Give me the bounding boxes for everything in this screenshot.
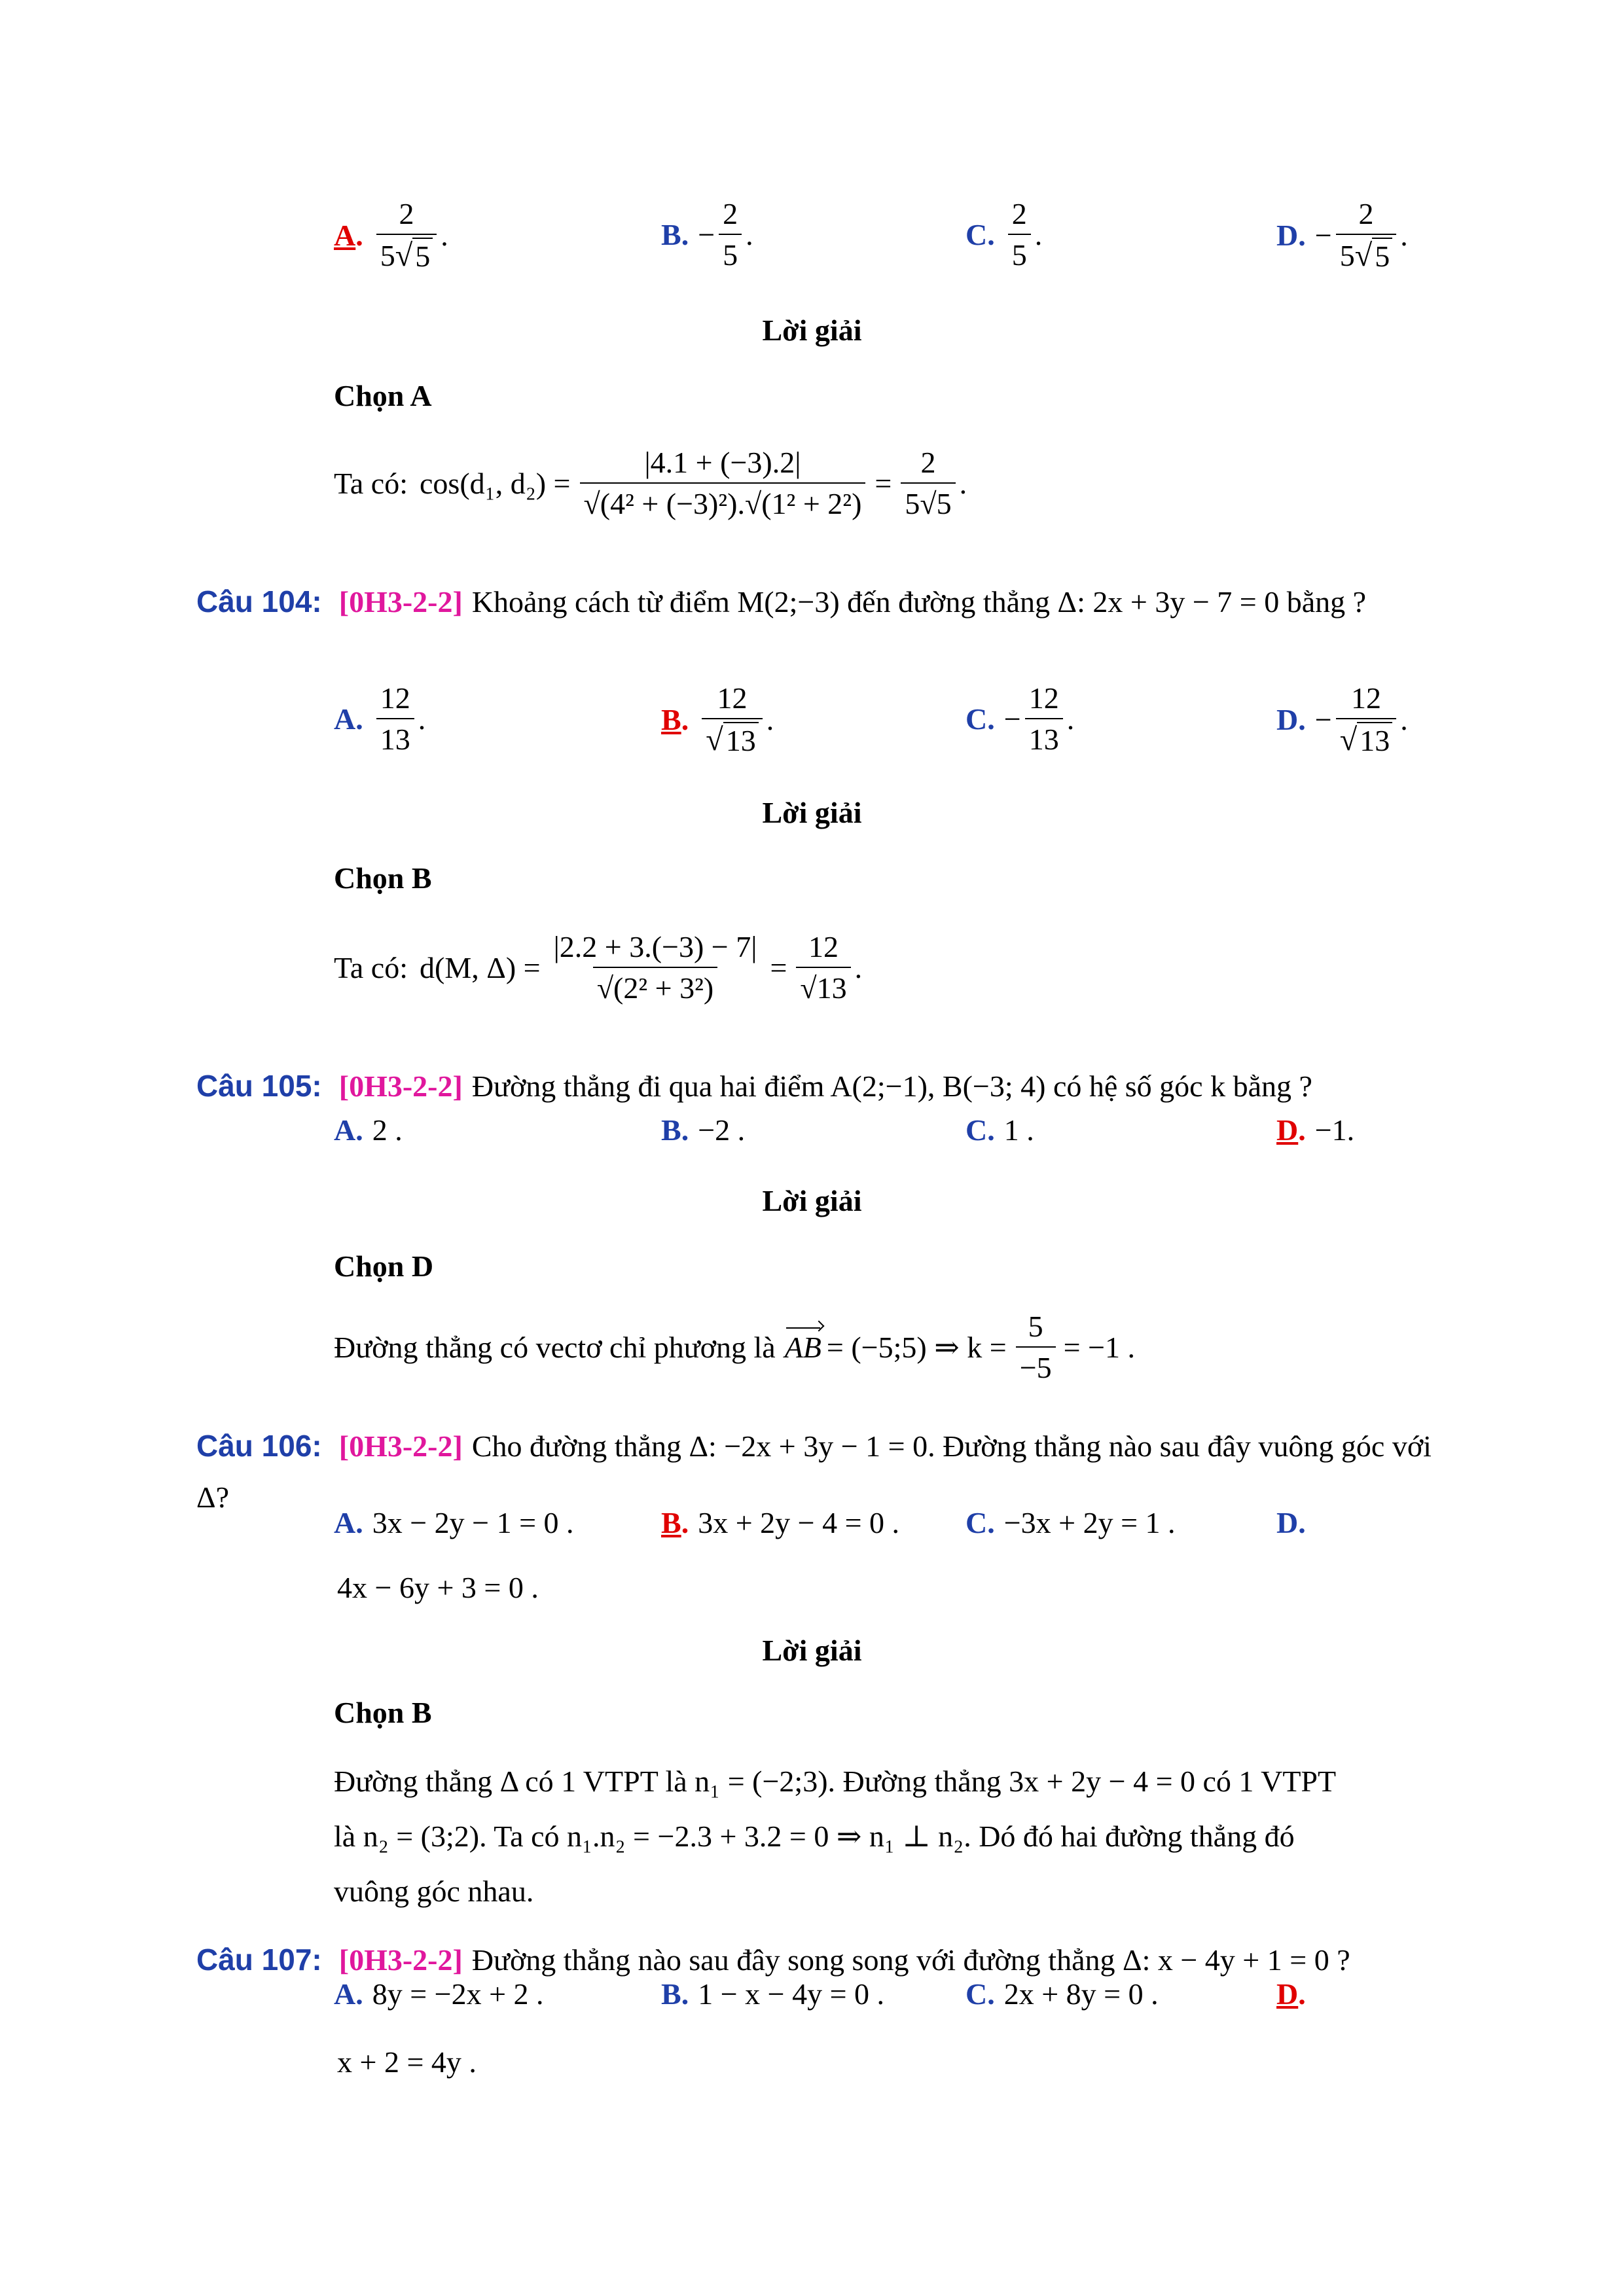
- q106-solution: [334, 1754, 1434, 1919]
- q103-chon: Chọn A: [334, 379, 432, 412]
- q103-option-a[interactable]: A . 2 5 √ 5 .: [334, 197, 448, 273]
- q105-options: [0, 1113, 1624, 1185]
- q105-option-c[interactable]: C . 1 .: [965, 1113, 1034, 1147]
- fraction: 2 5 √ 5: [1336, 196, 1397, 274]
- fraction: $\frac{2}{5}$: [1008, 196, 1031, 272]
- q107-question: Câu 107: [0H3-2-2] Đường thẳng nào sau đây song song với đường thẳng Δ: x − 4y + 1 = 0 ?: [196, 1943, 1350, 1977]
- solution-line-2: là n₂ = (3;2). Ta có n₁.n₂ = −2.3 + 3.2 = 0 ⇒ n₁ ⊥ n₂. Dó đó hai đường thẳng đó: [334, 1820, 1295, 1853]
- option-label: A: [334, 218, 356, 252]
- q107-option-c[interactable]: C . 2x + 8y = 0 .: [965, 1977, 1159, 2011]
- q105-option-b[interactable]: B . −2 .: [661, 1113, 746, 1147]
- q107-option-a[interactable]: A . 8y = −2x + 2 .: [334, 1977, 544, 2011]
- q105-option-a[interactable]: A . 2 .: [334, 1113, 403, 1147]
- q105-chon: Chọn D: [334, 1249, 434, 1283]
- q104-chon: Chọn B: [334, 861, 432, 895]
- q105-solution: Đường thẳng có vectơ chỉ phương là AB = (−5;5) ⇒ k = $\frac{5}{-5}$ = −1 .: [334, 1310, 1136, 1384]
- q103-option-d[interactable]: D . − 2 5 √ 5 .: [1276, 197, 1408, 273]
- q103-options: [0, 196, 1624, 273]
- solution-line-3: vuông góc nhau.: [334, 1874, 534, 1908]
- q106-loi-giai: Lời giải: [762, 1634, 862, 1667]
- q105-option-d[interactable]: D . −1.: [1276, 1113, 1355, 1147]
- q106-question: Câu 106: [0H3-2-2] Cho đường thẳng Δ: −2x + 3y − 1 = 0. Đường thẳng nào sau đây vuông góc với Δ?: [196, 1429, 1432, 1514]
- q106-option-d-label[interactable]: D .: [1276, 1506, 1306, 1539]
- q104-loi-giai: Lời giải: [762, 796, 862, 829]
- q107-option-d-label[interactable]: D .: [1276, 1977, 1306, 2011]
- solution-line-1: Đường thẳng Δ có 1 VTPT là n₁ = (−2;3). Đường thẳng 3x + 2y − 4 = 0 có 1 VTPT: [334, 1765, 1337, 1798]
- q106-option-b[interactable]: B . 3x + 2y − 4 = 0 .: [661, 1506, 900, 1539]
- q104-question: Câu 104: [0H3-2-2] Khoảng cách từ điểm M(2;−3) đến đường thẳng Δ: 2x + 3y − 7 = 0 bằng ?: [196, 584, 1367, 619]
- q104-option-d[interactable]: D . − 12 √ 13 .: [1276, 681, 1408, 757]
- fraction: 2 5 √ 5: [376, 196, 437, 274]
- q107-option-b[interactable]: B . 1 − x − 4y = 0 .: [661, 1977, 885, 2011]
- q103-solution: Ta có: cos(d₁, d₂) = $\frac{|4.1 + (-3).2|}{\text{√(4² + (−3)²).√(1² + 2²)}}$ = $\frac{2}{5√5}$ .: [334, 446, 967, 520]
- vector-ab: AB: [784, 1330, 821, 1364]
- solution-fraction: $\frac{|4.1 + (-3).2|}{\text{√(4² + (−3)²).√(1² + 2²)}}$: [580, 445, 866, 521]
- q106-option-c[interactable]: C . −3x + 2y = 1 .: [965, 1506, 1176, 1539]
- q104-option-c[interactable]: C . − $\frac{12}{13}$ .: [965, 681, 1075, 756]
- q104-solution: Ta có: d(M, Δ) = $\frac{|2.2 + 3.(-3) - 7|}{\text{√(2² + 3²)}}$ = $\frac{12}{√13}$ .: [334, 930, 863, 1005]
- q105-question: Câu 105: [0H3-2-2] Đường thẳng đi qua hai điểm A(2;−1), B(−3; 4) có hệ số góc k bằng ?: [196, 1069, 1312, 1103]
- q106-option-a[interactable]: A . 3x − 2y − 1 = 0 .: [334, 1506, 574, 1539]
- q107-options: [0, 1977, 1624, 2049]
- q107-option-d-value[interactable]: x + 2 = 4y .: [337, 2045, 477, 2079]
- result-fraction: $\frac{2}{5√5}$: [901, 445, 955, 521]
- q103-loi-giai: Lời giải: [762, 314, 862, 347]
- q105-loi-giai: Lời giải: [762, 1184, 862, 1217]
- q104-option-b[interactable]: B . 12 √ 13 .: [661, 681, 774, 757]
- q103-option-b[interactable]: B . − $\frac{2}{5}$ .: [661, 197, 753, 272]
- q104-options: [0, 681, 1624, 757]
- q106-options: [0, 1505, 1624, 1577]
- q103-option-c[interactable]: C . $\frac{2}{5}$ .: [965, 197, 1043, 272]
- q106-option-d-value[interactable]: 4x − 6y + 3 = 0 .: [337, 1570, 539, 1604]
- q106-chon: Chọn B: [334, 1696, 432, 1729]
- fraction: $\frac{2}{5}$: [719, 196, 742, 272]
- q104-option-a[interactable]: A . $\frac{12}{13}$ .: [334, 681, 426, 756]
